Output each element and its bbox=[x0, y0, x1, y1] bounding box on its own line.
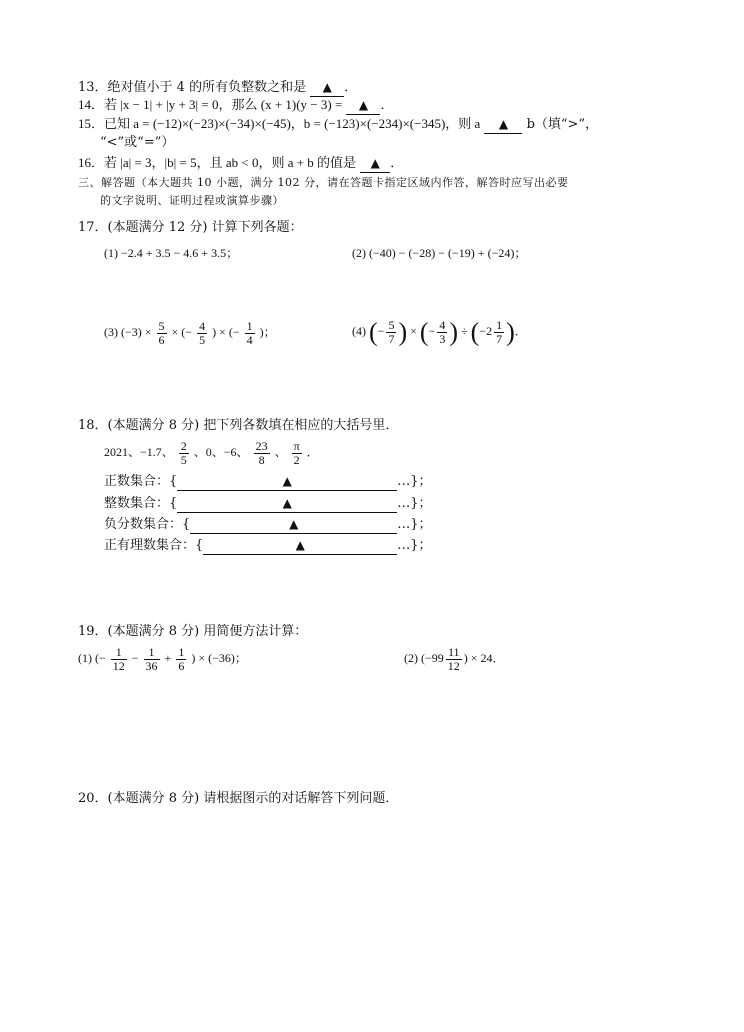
q13-text: 13．绝对值小于 4 的所有负整数之和是 bbox=[78, 80, 307, 95]
q14-text: 14．若 |x − 1| + |y + 3| = 0，那么 (x + 1)(y − 3) = bbox=[78, 97, 343, 112]
question-16: 16．若 |a| = 3，|b| = 5，且 ab < 0，则 a + b 的值是 ▲ ． bbox=[78, 155, 404, 171]
q16-answer-blank[interactable]: ▲ bbox=[360, 155, 390, 173]
q13-answer-blank[interactable]: ▲ bbox=[310, 79, 344, 97]
q15-text: 15．已知 a = (−12)×(−23)×(−34)×(−45)，b = (−123)×(−234)×(−345)，则 a bbox=[78, 116, 481, 131]
fraction: $\frac{1}{12}$ bbox=[112, 644, 125, 673]
set-positive: 正数集合：{ ▲ …}； bbox=[104, 474, 432, 489]
set-blank[interactable]: ▲ bbox=[177, 495, 397, 513]
q19-part-1: (1) (− $\frac{1}{12}$ − $\frac{1}{36}$ + $\frac{1}{6}$ ) × (−36)； bbox=[78, 644, 247, 673]
fraction: $\frac{11}{12}$ bbox=[447, 644, 460, 673]
set-integer: 整数集合：{ ▲ …}； bbox=[104, 496, 432, 511]
section-3-heading: 三、解答题（本大题共 10 小题，满分 102 分，请在答题卡指定区域内作答，解答时应写出必要 bbox=[78, 176, 569, 189]
fraction: $\frac{1}{7}$ bbox=[496, 317, 503, 346]
fraction: $\frac{1}{36}$ bbox=[145, 644, 158, 673]
question-14: 14．若 |x − 1| + |y + 3| = 0，那么 (x + 1)(y − 3) = ▲ ． bbox=[78, 97, 394, 113]
set-positive-rational: 正有理数集合：{ ▲ …}； bbox=[104, 538, 432, 553]
set-blank[interactable]: ▲ bbox=[203, 537, 397, 555]
q19-part-2: (2) (−99 $\frac{11}{12}$ ) × 24． bbox=[404, 644, 505, 673]
question-20-title: 20．(本题满分 8 分) 请根据图示的对话解答下列问题． bbox=[78, 791, 399, 806]
fraction: $\frac{2}{5}$ bbox=[180, 438, 187, 467]
fraction: $\frac{5}{6}$ bbox=[158, 318, 165, 347]
q17-part-1: (1) −2.4 + 3.5 − 4.6 + 3.5； bbox=[104, 246, 239, 260]
fraction: $\frac{1}{6}$ bbox=[178, 644, 185, 673]
question-15: 15．已知 a = (−12)×(−23)×(−34)×(−45)，b = (−123)×(−234)×(−345)，则 a ▲ b（填“>”， bbox=[78, 116, 599, 132]
q16-text: 16．若 |a| = 3，|b| = 5，且 ab < 0，则 a + b 的值是 bbox=[78, 155, 357, 170]
fraction: $\frac{23}{8}$ bbox=[255, 438, 268, 467]
q15-answer-blank[interactable]: ▲ bbox=[484, 116, 522, 134]
q15-line2: “<”或“=”） bbox=[100, 135, 175, 150]
fraction: $\frac{5}{7}$ bbox=[388, 317, 395, 346]
q17-part-2: (2) (−40) − (−28) − (−19) + (−24)； bbox=[352, 246, 527, 260]
q17-part-3: (3) (−3) × $\frac{5}{6}$ × (− $\frac{4}{5}$ ) × (− $\frac{1}{4}$ )； bbox=[104, 318, 276, 347]
section-3-heading-line2: 的文字说明、证明过程或演算步骤） bbox=[100, 194, 284, 207]
question-18-title: 18．(本题满分 8 分) 把下列各数填在相应的大括号里． bbox=[78, 418, 399, 433]
question-17-title: 17．(本题满分 12 分) 计算下列各题： bbox=[78, 220, 303, 235]
fraction: $\frac{\pi}{2}$ bbox=[293, 438, 300, 467]
fraction: $\frac{4}{3}$ bbox=[439, 317, 446, 346]
q14-answer-blank[interactable]: ▲ bbox=[346, 97, 380, 115]
q17-part-4: (4) (− $\frac{5}{7}$ ) × (− $\frac{4}{3}$ ) ÷ (−2 $\frac{1}{7}$ )． bbox=[352, 317, 527, 347]
fraction: $\frac{1}{4}$ bbox=[246, 318, 253, 347]
set-negative-fraction: 负分数集合：{ ▲ …}； bbox=[104, 517, 432, 532]
fraction: $\frac{4}{5}$ bbox=[199, 318, 206, 347]
question-19-title: 19．(本题满分 8 分) 用简便方法计算： bbox=[78, 624, 308, 639]
q18-number-list: 2021、−1.7、 $\frac{2}{5}$ 、0、−6、 $\frac{23}{8}$ 、 $\frac{\pi}{2}$ ． bbox=[104, 438, 319, 467]
question-13: 13．绝对值小于 4 的所有负整数之和是 ▲ ． bbox=[78, 80, 358, 95]
set-blank[interactable]: ▲ bbox=[190, 516, 397, 534]
set-blank[interactable]: ▲ bbox=[177, 473, 397, 491]
